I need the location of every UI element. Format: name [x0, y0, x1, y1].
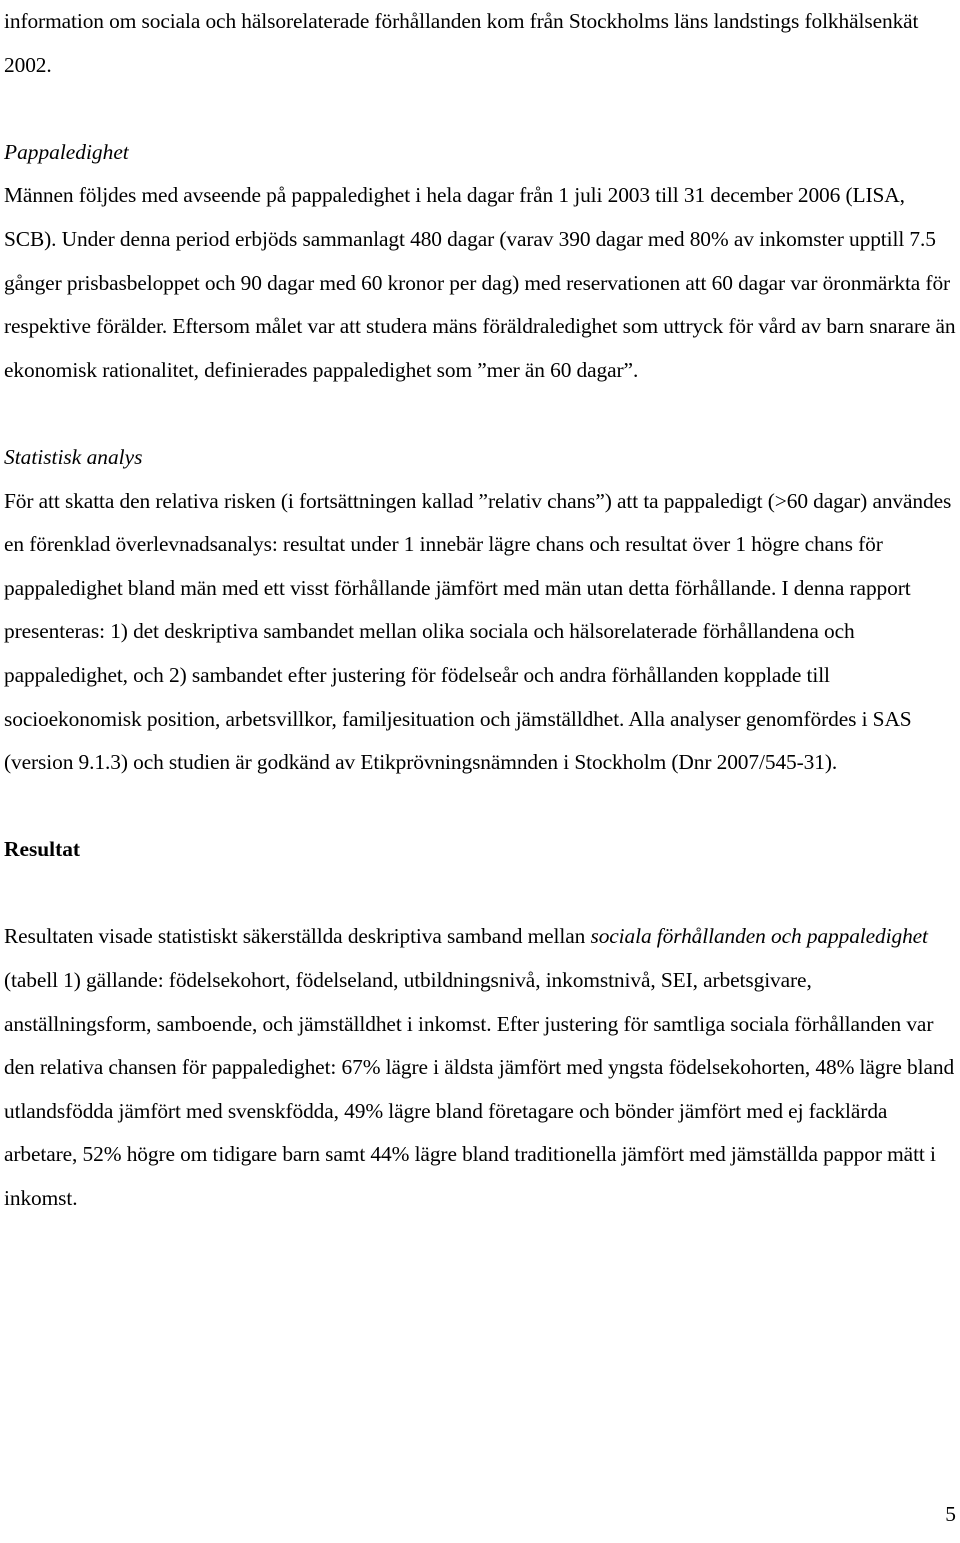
spacer [4, 872, 960, 916]
spacer [4, 392, 960, 436]
spacer [4, 785, 960, 829]
intro-paragraph: information om sociala och hälsorelaterade förhållanden kom från Stockholms läns landstings folkhälsenkät 2002. [4, 9, 919, 77]
resultat-emphasis: sociala förhållanden och pappaledighet [590, 924, 928, 949]
resultat-text-start: Resultaten visade statistiskt säkerställda deskriptiva samband mellan [4, 924, 591, 949]
page-number: 5 [945, 1502, 956, 1526]
spacer [4, 87, 960, 131]
statistisk-analys-paragraph: För att skatta den relativa risken (i fortsättningen kallad ”relativ chans”) att ta pappaledigt (>60 dagar) användes en förenklad överlevnadsanalys: resultat under 1 innebär lägre chans och resultat över 1 högre chans för pappaledighet bland män med ett visst förhållande jämfört med män utan detta förhållande. I denna rapport presenteras: 1) det deskriptiva sambandet mellan olika sociala och hälsorelaterade förhållandena och pappaledighet, och 2) sambandet efter justering för födelseår och andra förhållanden kopplade till socioekonomisk position, arbetsvillkor, familjesituation och jämställdhet. Alla analyser genomfördes i SAS (version 9.1.3) och studien är godkänd av Etikprövningsnämnden i Stockholm (Dnr 2007/545-31). [4, 488, 952, 775]
resultat-paragraph [4, 915, 960, 1220]
resultat-heading: Resultat [4, 837, 81, 862]
resultat-text-end: (tabell 1) gällande: födelsekohort, födelseland, utbildningsnivå, inkomstnivå, SEI, arbetsgivare, anställningsform, samboende, och jämställdhet i inkomst. Efter justering för samtliga sociala förhållanden var den relativa chansen för pappaledighet: 67% lägre i äldsta jämfört med yngsta födelsekohorten, 48% lägre bland utlandsfödda jämfört med svenskfödda, 49% lägre bland företagare och bönder jämfört med ej facklärda arbetare, 52% högre om tidigare barn samt 44% lägre bland traditionella jämfört med jämställda pappor mätt i inkomst. [4, 968, 955, 1211]
statistisk-analys-heading: Statistisk analys [4, 444, 143, 469]
pappaledighet-paragraph: Männen följdes med avseende på pappaledighet i hela dagar från 1 juli 2003 till 31 december 2006 (LISA, SCB). Under denna period erbjöds sammanlagt 480 dagar (varav 390 dagar med 80% av inkomster upptill 7.5 gånger prisbasbeloppet och 90 dagar med 60 kronor per dag) med reservationen att 60 dagar var öronmärkta för respektive förälder. Eftersom målet var att studera mäns föräldraledighet som uttryck för vård av barn snarare än ekonomisk rationalitet, definierades pappaledighet som ”mer än 60 dagar”. [4, 183, 956, 382]
document-page [4, 0, 960, 1221]
pappaledighet-heading: Pappaledighet [4, 139, 129, 164]
